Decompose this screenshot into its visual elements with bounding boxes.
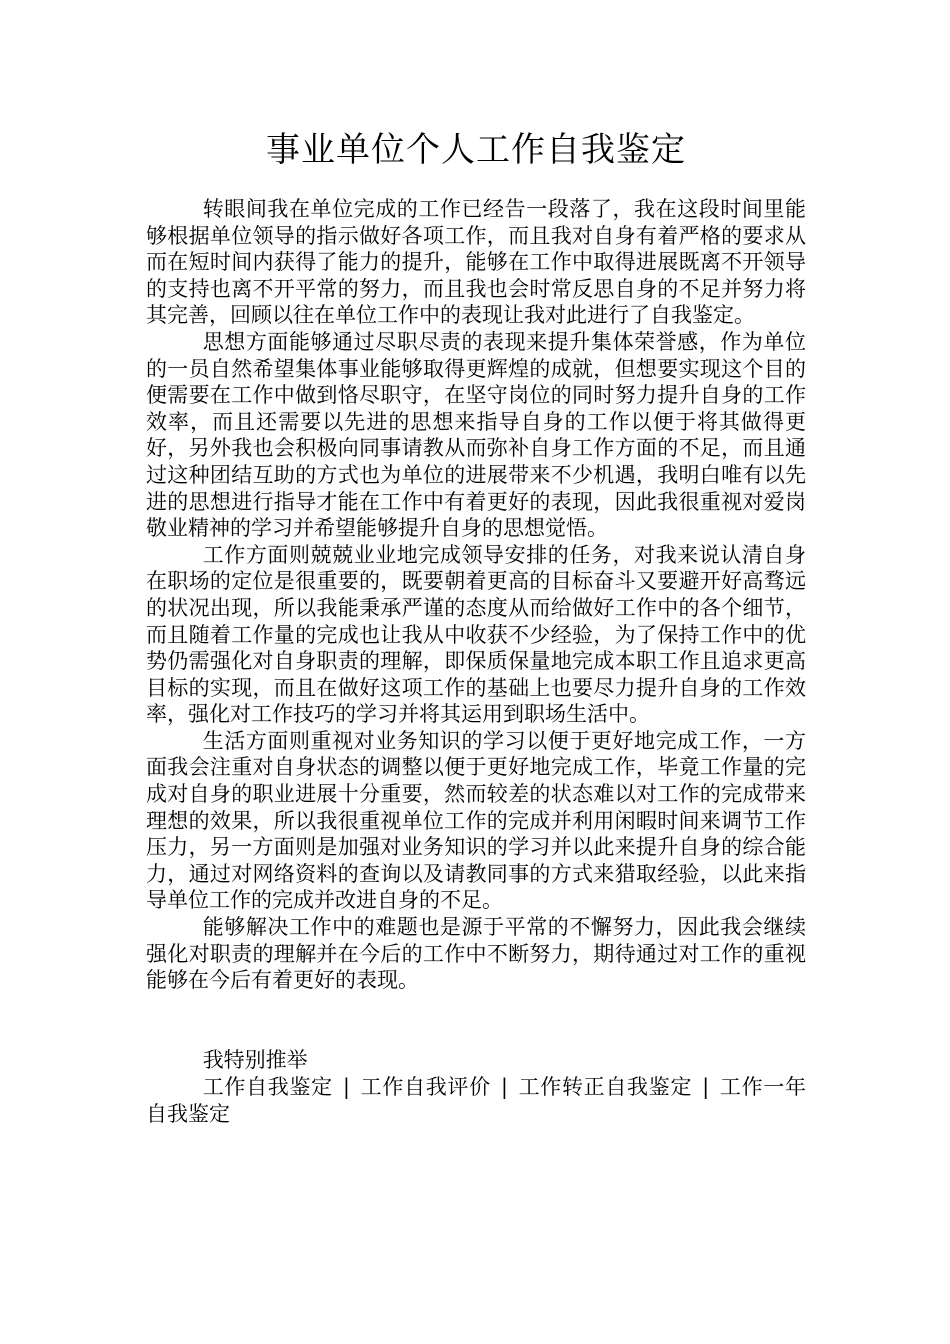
paragraph-work: 工作方面则兢兢业业地完成领导安排的任务，对我来说认清自身在职场的定位是很重要的，既要朝着更高的目标奋斗又要避开好高骛远的状况出现，所以我能秉承严谨的态度从而给做好工作中的各个细节，而且随着工作量的完成也让我从中收获不少经验，为了保持工作中的优势仍需强化对自身职责的理解，即保质保量地完成本职工作且追求更高目标的实现，而且在做好这项工作的基础上也要尽力提升自身的工作效率，强化对工作技巧的学习并将其运用到职场生活中。 [146,542,806,727]
link-separator: | [702,1074,710,1099]
recommend-heading: 我特别推举 [202,1047,308,1072]
recommend-link-probation-appraisal[interactable]: 工作转正自我鉴定 [517,1074,693,1099]
link-separator: | [500,1074,508,1099]
paragraph-life: 生活方面则重视对业务知识的学习以便于更好地完成工作，一方面我会注重对自身状态的调整以便于更好地完成工作，毕竟工作量的完成对自身的职业进展十分重要，然而较差的状态难以对工作的完成带来理想的效果，所以我很重视单位工作的完成并利用闲暇时间来调节工作压力，另一方面则是加强对业务知识的学习并以此来提升自身的综合能力，通过对网络资料的查询以及请教同事的方式来猎取经验，以此来指导单位工作的完成并改进自身的不足。 [146,728,806,913]
paragraph-thought: 思想方面能够通过尽职尽责的表现来提升集体荣誉感，作为单位的一员自然希望集体事业能够取得更辉煌的成就，但想要实现这个目的便需要在工作中做到恪尽职守，在坚守岗位的同时努力提升自身的工作效率，而且还需要以先进的思想来指导自身的工作以便于将其做得更好，另外我也会积极向同事请教从而弥补自身工作方面的不足，而且通过这种团结互助的方式也为单位的进展带来不少机遇，我明白唯有以先进的思想进行指导才能在工作中有着更好的表现，因此我很重视对爱岗敬业精神的学习并希望能够提升自身的思想觉悟。 [146,329,806,541]
document-page [146,128,806,1128]
recommend-link-one-year-appraisal[interactable]: 工作一年自我鉴定 [146,1074,807,1126]
link-separator: | [342,1074,350,1099]
recommend-link-self-appraisal[interactable]: 工作自我鉴定 [202,1074,333,1099]
recommend-link-self-evaluation[interactable]: 工作自我评价 [359,1074,491,1099]
paragraph-intro: 转眼间我在单位完成的工作已经告一段落了，我在这段时间里能够根据单位领导的指示做好各项工作，而且我对自身有着严格的要求从而在短时间内获得了能力的提升，能够在工作中取得进展既离不开领导的支持也离不开平常的努力，而且我也会时常反思自身的不足并努力将其完善，回顾以往在单位工作中的表现让我对此进行了自我鉴定。 [146,197,806,328]
document-title: 事业单位个人工作自我鉴定 [266,130,686,170]
recommend-links [146,1074,806,1128]
paragraph-conclusion: 能够解决工作中的难题也是源于平常的不懈努力，因此我会继续强化对职责的理解并在今后的工作中不断努力，期待通过对工作的重视能够在今后有着更好的表现。 [146,915,806,993]
section-spacer [146,994,806,1047]
